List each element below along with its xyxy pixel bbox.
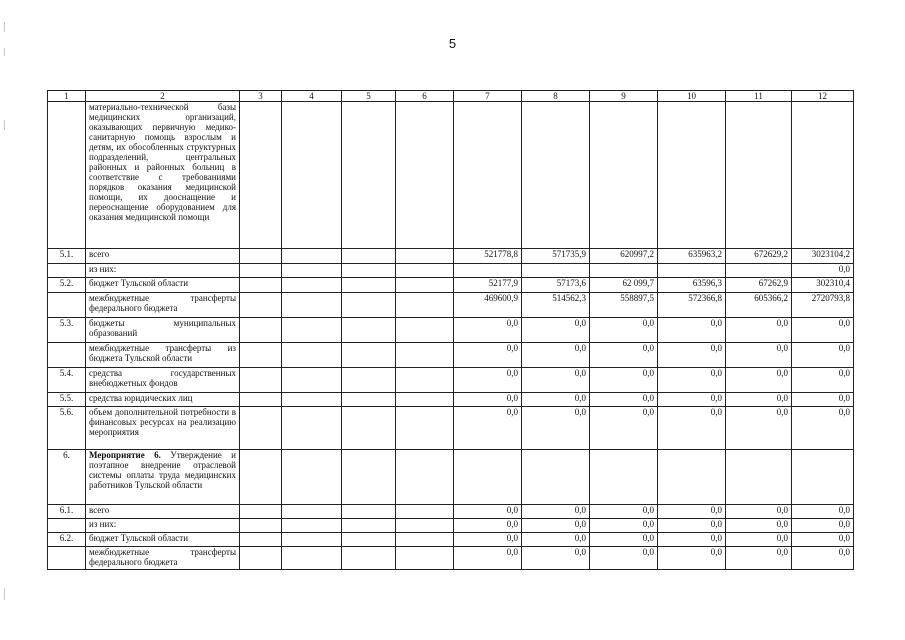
value-cell: 67262,9 xyxy=(726,278,792,293)
value-cell: 0,0 xyxy=(658,318,726,343)
column-number-header: 7 xyxy=(454,91,522,102)
value-cell: 0,0 xyxy=(590,318,658,343)
row-number: 5.1. xyxy=(48,249,86,264)
value-cell: 0,0 xyxy=(590,519,658,533)
measure-text: Утверждение и поэтапное внедрение отраслевой системы оплаты труда медицинских работников Тульской области xyxy=(89,450,236,490)
budget-table xyxy=(47,90,854,570)
header-row xyxy=(48,91,854,102)
empty-cell xyxy=(282,293,342,318)
empty-cell xyxy=(396,547,454,570)
empty-cell xyxy=(396,393,454,407)
continuation-row xyxy=(48,102,854,249)
value-cell: 0,0 xyxy=(658,519,726,533)
empty-cell xyxy=(240,293,282,318)
table-row xyxy=(48,293,854,318)
measure-title: Мероприятие 6. xyxy=(89,450,161,460)
value-cell: 0,0 xyxy=(726,407,792,450)
value-cell: 0,0 xyxy=(454,407,522,450)
value-cell: 0,0 xyxy=(792,318,854,343)
empty-cell xyxy=(396,264,454,278)
value-cell: 0,0 xyxy=(792,368,854,393)
row-number xyxy=(48,343,86,368)
empty-cell xyxy=(282,505,342,519)
table-row xyxy=(48,393,854,407)
empty-cell xyxy=(240,393,282,407)
column-number-header: 2 xyxy=(86,91,240,102)
empty-cell xyxy=(240,547,282,570)
value-cell: 672629,2 xyxy=(726,249,792,264)
value-cell: 0,0 xyxy=(726,547,792,570)
row-label: из них: xyxy=(86,264,240,278)
value-cell: 0,0 xyxy=(726,368,792,393)
empty-cell xyxy=(342,368,396,393)
value-cell: 521778,8 xyxy=(454,249,522,264)
value-cell: 0,0 xyxy=(726,533,792,547)
value-cell: 2720793,8 xyxy=(792,293,854,318)
measure-description xyxy=(86,450,240,505)
table-header xyxy=(48,91,854,102)
table-row xyxy=(48,318,854,343)
empty-cell xyxy=(522,450,590,505)
empty-cell xyxy=(792,450,854,505)
empty-cell xyxy=(342,249,396,264)
empty-cell xyxy=(342,519,396,533)
value-cell: 0,0 xyxy=(454,368,522,393)
value-cell: 0,0 xyxy=(792,264,854,278)
empty-cell xyxy=(342,343,396,368)
row-number: 5.2. xyxy=(48,278,86,293)
value-cell: 0,0 xyxy=(454,519,522,533)
row-number: 6.1. xyxy=(48,505,86,519)
value-cell: 0,0 xyxy=(522,533,590,547)
empty-cell xyxy=(396,407,454,450)
value-cell: 0,0 xyxy=(658,407,726,450)
empty-cell xyxy=(396,278,454,293)
empty-cell xyxy=(282,393,342,407)
row-number: 5.3. xyxy=(48,318,86,343)
row-label: всего xyxy=(86,249,240,264)
empty-cell xyxy=(342,407,396,450)
table-row xyxy=(48,343,854,368)
row-label: объем дополнительной потребности в финансовых ресурсах на реализацию мероприятия xyxy=(86,407,240,450)
value-cell: 0,0 xyxy=(792,407,854,450)
row-label: межбюджетные трансферты из бюджета Тульской области xyxy=(86,343,240,368)
empty-cell xyxy=(396,519,454,533)
value-cell: 605366,2 xyxy=(726,293,792,318)
value-cell: 0,0 xyxy=(454,343,522,368)
value-cell: 0,0 xyxy=(658,343,726,368)
value-cell: 0,0 xyxy=(792,505,854,519)
empty-cell xyxy=(282,533,342,547)
value-cell: 302310,4 xyxy=(792,278,854,293)
empty-cell xyxy=(396,249,454,264)
empty-cell xyxy=(240,318,282,343)
empty-cell xyxy=(282,343,342,368)
value-cell: 0,0 xyxy=(726,343,792,368)
row-number: 5.4. xyxy=(48,368,86,393)
table-row xyxy=(48,547,854,570)
value-cell: 0,0 xyxy=(792,533,854,547)
empty-cell xyxy=(342,505,396,519)
row-number xyxy=(48,293,86,318)
value-cell xyxy=(522,264,590,278)
empty-cell xyxy=(282,318,342,343)
row-number xyxy=(48,547,86,570)
empty-cell xyxy=(396,505,454,519)
table-row xyxy=(48,278,854,293)
row-label: средства юридических лиц xyxy=(86,393,240,407)
column-number-header: 5 xyxy=(342,91,396,102)
value-cell: 0,0 xyxy=(726,505,792,519)
row-number xyxy=(48,264,86,278)
column-number-header: 1 xyxy=(48,91,86,102)
table-row xyxy=(48,407,854,450)
empty-cell xyxy=(282,368,342,393)
column-number-header: 3 xyxy=(240,91,282,102)
empty-cell xyxy=(726,450,792,505)
empty-cell xyxy=(282,264,342,278)
value-cell: 0,0 xyxy=(522,393,590,407)
value-cell xyxy=(454,264,522,278)
value-cell: 0,0 xyxy=(792,519,854,533)
value-cell xyxy=(658,264,726,278)
row-label: бюджет Тульской области xyxy=(86,278,240,293)
empty-cell xyxy=(282,450,342,505)
row-number xyxy=(48,519,86,533)
value-cell: 620997,2 xyxy=(590,249,658,264)
empty-cell xyxy=(240,450,282,505)
table-row xyxy=(48,505,854,519)
empty-cell xyxy=(658,450,726,505)
value-cell: 0,0 xyxy=(726,519,792,533)
empty-cell xyxy=(240,343,282,368)
empty-cell xyxy=(590,450,658,505)
column-number-header: 12 xyxy=(792,91,854,102)
value-cell: 0,0 xyxy=(522,368,590,393)
empty-cell xyxy=(342,278,396,293)
empty-cell xyxy=(240,278,282,293)
empty-cell xyxy=(342,533,396,547)
row-number: 5.5. xyxy=(48,393,86,407)
value-cell: 0,0 xyxy=(590,368,658,393)
measure-description: материально-технической базы медицинских организаций, оказывающих первичную медико-санитарную помощь взрослым и детям, их обособленных структурных подразделений, центральных районных и районных больниц в соответствие с требованиями порядков оказания медицинской помощи, их дооснащение и переоснащение оборудованием для оказания медицинской помощи xyxy=(86,102,240,249)
empty-cell xyxy=(342,393,396,407)
value-cell: 0,0 xyxy=(590,547,658,570)
empty-cell xyxy=(240,519,282,533)
row-label: межбюджетные трансферты федерального бюджета xyxy=(86,293,240,318)
value-cell: 52177,9 xyxy=(454,278,522,293)
empty-cell xyxy=(454,450,522,505)
value-cell: 514562,3 xyxy=(522,293,590,318)
measure-row xyxy=(48,450,854,505)
row-label: средства государственных внебюджетных фондов xyxy=(86,368,240,393)
table-row xyxy=(48,533,854,547)
value-cell: 0,0 xyxy=(522,407,590,450)
empty-cell xyxy=(282,278,342,293)
empty-cell xyxy=(282,519,342,533)
column-number-header: 11 xyxy=(726,91,792,102)
value-cell: 558897,5 xyxy=(590,293,658,318)
page-number: 5 xyxy=(448,36,457,51)
value-cell: 0,0 xyxy=(658,505,726,519)
empty-cell xyxy=(342,450,396,505)
empty-cell xyxy=(342,318,396,343)
row-label: бюджет Тульской области xyxy=(86,533,240,547)
value-cell: 0,0 xyxy=(454,318,522,343)
empty-cell xyxy=(396,533,454,547)
row-label: из них: xyxy=(86,519,240,533)
value-cell: 0,0 xyxy=(726,318,792,343)
empty-cell xyxy=(240,407,282,450)
value-cell: 0,0 xyxy=(590,343,658,368)
value-cell: 572366,8 xyxy=(658,293,726,318)
empty-cell xyxy=(342,293,396,318)
empty-cell xyxy=(240,249,282,264)
empty-cell xyxy=(240,505,282,519)
row-number: 5.6. xyxy=(48,407,86,450)
column-number-header: 8 xyxy=(522,91,590,102)
value-cell: 0,0 xyxy=(590,533,658,547)
empty-cell xyxy=(396,368,454,393)
column-number-header: 10 xyxy=(658,91,726,102)
row-number xyxy=(48,102,86,249)
value-cell: 3023104,2 xyxy=(792,249,854,264)
empty-cell xyxy=(342,547,396,570)
row-number: 6.2. xyxy=(48,533,86,547)
empty-cell xyxy=(282,407,342,450)
value-cell: 0,0 xyxy=(522,547,590,570)
value-cell: 0,0 xyxy=(658,533,726,547)
column-number-header: 4 xyxy=(282,91,342,102)
value-cell: 0,0 xyxy=(658,547,726,570)
empty-cell xyxy=(396,343,454,368)
value-cell: 0,0 xyxy=(522,343,590,368)
value-cell: 0,0 xyxy=(792,547,854,570)
scan-mark xyxy=(4,120,5,130)
value-cell: 635963,2 xyxy=(658,249,726,264)
value-cell: 0,0 xyxy=(454,533,522,547)
value-cell: 571735,9 xyxy=(522,249,590,264)
value-cell: 57173,6 xyxy=(522,278,590,293)
value-cell: 0,0 xyxy=(658,368,726,393)
value-cell: 0,0 xyxy=(726,393,792,407)
table-body xyxy=(48,102,854,570)
table-row xyxy=(48,519,854,533)
row-number: 6. xyxy=(48,450,86,505)
table-row xyxy=(48,264,854,278)
value-cell: 0,0 xyxy=(590,407,658,450)
value-cell: 469600,9 xyxy=(454,293,522,318)
value-cell: 0,0 xyxy=(590,393,658,407)
empty-cell xyxy=(396,293,454,318)
value-cell: 0,0 xyxy=(792,393,854,407)
scan-mark xyxy=(4,588,5,600)
empty-cell xyxy=(342,264,396,278)
scan-mark xyxy=(4,22,5,32)
value-cell: 62 099,7 xyxy=(590,278,658,293)
empty-cell xyxy=(240,368,282,393)
empty-cell xyxy=(396,318,454,343)
value-cell: 0,0 xyxy=(454,505,522,519)
value-cell: 0,0 xyxy=(522,519,590,533)
value-cell: 0,0 xyxy=(522,318,590,343)
empty-cell xyxy=(396,450,454,505)
row-label: межбюджетные трансферты федерального бюджета xyxy=(86,547,240,570)
empty-cell xyxy=(282,249,342,264)
empty-cell xyxy=(282,547,342,570)
value-cell: 0,0 xyxy=(522,505,590,519)
value-cell: 0,0 xyxy=(658,393,726,407)
row-label: всего xyxy=(86,505,240,519)
value-cell xyxy=(590,264,658,278)
table-row xyxy=(48,249,854,264)
empty-cell xyxy=(240,264,282,278)
empty-cell xyxy=(240,533,282,547)
table-row xyxy=(48,368,854,393)
value-cell: 63596,3 xyxy=(658,278,726,293)
value-cell: 0,0 xyxy=(454,547,522,570)
value-cell: 0,0 xyxy=(454,393,522,407)
value-cell: 0,0 xyxy=(792,343,854,368)
value-cell xyxy=(726,264,792,278)
column-number-header: 9 xyxy=(590,91,658,102)
column-number-header: 6 xyxy=(396,91,454,102)
row-label: бюджеты муниципальных образований xyxy=(86,318,240,343)
value-cell: 0,0 xyxy=(590,505,658,519)
